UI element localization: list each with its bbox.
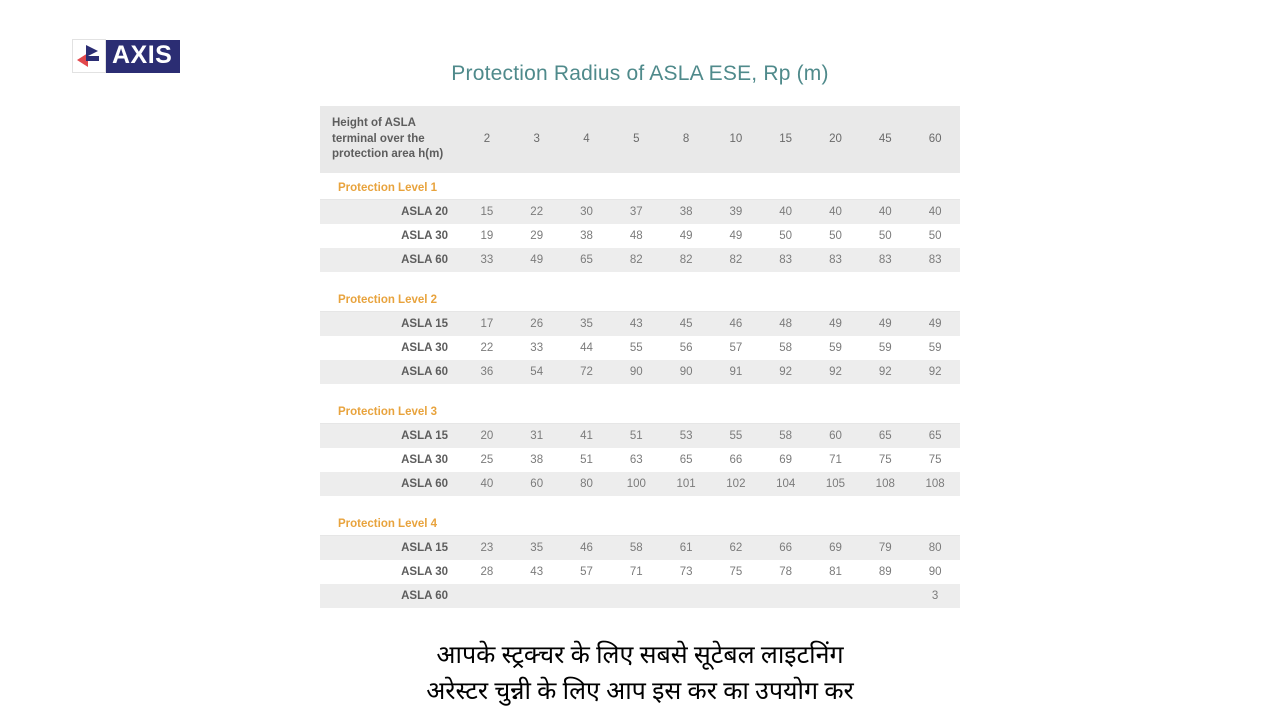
cell: 100 xyxy=(611,472,661,496)
row-label: ASLA 30 xyxy=(320,336,462,360)
cell: 83 xyxy=(860,248,910,272)
row-label: ASLA 60 xyxy=(320,472,462,496)
cell: 35 xyxy=(562,311,612,336)
cell: 92 xyxy=(910,360,960,384)
subtitle-overlay xyxy=(0,638,1280,710)
table-row xyxy=(320,472,960,496)
cell: 80 xyxy=(562,472,612,496)
cell: 50 xyxy=(811,224,861,248)
cell: 22 xyxy=(512,199,562,224)
protection-radius-document xyxy=(320,62,960,608)
cell: 40 xyxy=(811,199,861,224)
cell: 37 xyxy=(611,199,661,224)
cell: 38 xyxy=(512,448,562,472)
cell xyxy=(711,584,761,608)
cell: 61 xyxy=(661,535,711,560)
cell: 17 xyxy=(462,311,512,336)
cell: 35 xyxy=(512,535,562,560)
axis-logo xyxy=(72,38,180,74)
cell xyxy=(860,584,910,608)
cell: 75 xyxy=(860,448,910,472)
cell: 60 xyxy=(811,423,861,448)
cell: 49 xyxy=(811,311,861,336)
cell: 51 xyxy=(611,423,661,448)
column-header: 5 xyxy=(611,106,661,173)
cell: 30 xyxy=(562,199,612,224)
group-header-row xyxy=(320,173,960,200)
cell: 71 xyxy=(611,560,661,584)
cell: 19 xyxy=(462,224,512,248)
cell: 59 xyxy=(811,336,861,360)
cell: 108 xyxy=(860,472,910,496)
cell: 82 xyxy=(661,248,711,272)
cell: 44 xyxy=(562,336,612,360)
cell: 92 xyxy=(860,360,910,384)
group-header-row xyxy=(320,397,960,424)
row-label: ASLA 30 xyxy=(320,448,462,472)
cell: 40 xyxy=(910,199,960,224)
cell: 45 xyxy=(661,311,711,336)
table-body xyxy=(320,173,960,608)
row-label: ASLA 15 xyxy=(320,423,462,448)
subtitle-line-1: आपके स्ट्रक्चर के लिए सबसे सूटेबल लाइटनिंग xyxy=(426,638,853,674)
cell: 90 xyxy=(611,360,661,384)
cell: 75 xyxy=(910,448,960,472)
row-spacer xyxy=(320,496,960,509)
column-header: 10 xyxy=(711,106,761,173)
row-label: ASLA 60 xyxy=(320,248,462,272)
cell: 29 xyxy=(512,224,562,248)
table-row xyxy=(320,336,960,360)
cell: 92 xyxy=(811,360,861,384)
cell: 79 xyxy=(860,535,910,560)
cell: 65 xyxy=(661,448,711,472)
column-header: 60 xyxy=(910,106,960,173)
cell: 83 xyxy=(761,248,811,272)
table-row xyxy=(320,360,960,384)
cell: 71 xyxy=(811,448,861,472)
table-row xyxy=(320,311,960,336)
cell: 22 xyxy=(462,336,512,360)
cell: 104 xyxy=(761,472,811,496)
cell xyxy=(611,584,661,608)
cell: 92 xyxy=(761,360,811,384)
row-label: ASLA 30 xyxy=(320,560,462,584)
table-row xyxy=(320,248,960,272)
cell: 83 xyxy=(910,248,960,272)
cell xyxy=(512,584,562,608)
cell xyxy=(811,584,861,608)
cell: 58 xyxy=(761,336,811,360)
cell: 51 xyxy=(562,448,612,472)
row-label: ASLA 15 xyxy=(320,311,462,336)
cell: 58 xyxy=(611,535,661,560)
cell: 73 xyxy=(661,560,711,584)
table-header-row xyxy=(320,106,960,173)
cell: 38 xyxy=(661,199,711,224)
cell: 38 xyxy=(562,224,612,248)
cell: 102 xyxy=(711,472,761,496)
row-label: ASLA 30 xyxy=(320,224,462,248)
cell: 65 xyxy=(562,248,612,272)
group-label: Protection Level 4 xyxy=(320,509,960,536)
cell: 43 xyxy=(611,311,661,336)
cell: 31 xyxy=(512,423,562,448)
cell: 33 xyxy=(462,248,512,272)
cell: 90 xyxy=(661,360,711,384)
cell xyxy=(661,584,711,608)
subtitle-line-2: अरेस्टर चुन्नी के लिए आप इस कर का उपयोग कर xyxy=(416,674,864,710)
cell: 41 xyxy=(562,423,612,448)
cell: 36 xyxy=(462,360,512,384)
cell: 3 xyxy=(910,584,960,608)
table-row xyxy=(320,423,960,448)
cell: 49 xyxy=(661,224,711,248)
cell: 55 xyxy=(611,336,661,360)
cell: 58 xyxy=(761,423,811,448)
cell: 40 xyxy=(761,199,811,224)
row-label: ASLA 20 xyxy=(320,199,462,224)
cell: 40 xyxy=(462,472,512,496)
cell: 55 xyxy=(711,423,761,448)
cell: 50 xyxy=(761,224,811,248)
group-label: Protection Level 2 xyxy=(320,285,960,312)
row-spacer xyxy=(320,272,960,285)
table-row xyxy=(320,535,960,560)
table-row xyxy=(320,224,960,248)
cell: 57 xyxy=(711,336,761,360)
group-label: Protection Level 3 xyxy=(320,397,960,424)
cell xyxy=(562,584,612,608)
table-header xyxy=(320,106,960,173)
cell: 28 xyxy=(462,560,512,584)
cell: 83 xyxy=(811,248,861,272)
cell: 78 xyxy=(761,560,811,584)
cell xyxy=(462,584,512,608)
axis-wordmark: AXIS xyxy=(106,40,180,73)
cell: 50 xyxy=(860,224,910,248)
cell: 80 xyxy=(910,535,960,560)
page-title: Protection Radius of ASLA ESE, Rp (m) xyxy=(451,62,829,85)
cell: 90 xyxy=(910,560,960,584)
cell: 60 xyxy=(512,472,562,496)
column-header: 3 xyxy=(512,106,562,173)
column-header: 8 xyxy=(661,106,711,173)
cell: 63 xyxy=(611,448,661,472)
row-label: ASLA 60 xyxy=(320,360,462,384)
cell: 40 xyxy=(860,199,910,224)
cell: 33 xyxy=(512,336,562,360)
cell: 48 xyxy=(761,311,811,336)
row-label: ASLA 60 xyxy=(320,584,462,608)
cell: 62 xyxy=(711,535,761,560)
cell: 39 xyxy=(711,199,761,224)
cell: 89 xyxy=(860,560,910,584)
cell: 69 xyxy=(811,535,861,560)
cell: 105 xyxy=(811,472,861,496)
cell: 50 xyxy=(910,224,960,248)
column-header: 2 xyxy=(462,106,512,173)
column-header: 20 xyxy=(811,106,861,173)
cell: 49 xyxy=(512,248,562,272)
cell: 66 xyxy=(761,535,811,560)
row-label: ASLA 15 xyxy=(320,535,462,560)
row-spacer xyxy=(320,384,960,397)
cell: 66 xyxy=(711,448,761,472)
group-header-row xyxy=(320,285,960,312)
column-header: 45 xyxy=(860,106,910,173)
cell: 43 xyxy=(512,560,562,584)
cell: 46 xyxy=(562,535,612,560)
cell: 69 xyxy=(761,448,811,472)
cell: 23 xyxy=(462,535,512,560)
cell: 101 xyxy=(661,472,711,496)
cell: 91 xyxy=(711,360,761,384)
cell: 15 xyxy=(462,199,512,224)
cell: 49 xyxy=(860,311,910,336)
cell: 82 xyxy=(711,248,761,272)
cell: 108 xyxy=(910,472,960,496)
table-row xyxy=(320,448,960,472)
column-header: 4 xyxy=(562,106,612,173)
cell: 65 xyxy=(910,423,960,448)
cell: 56 xyxy=(661,336,711,360)
cell: 57 xyxy=(562,560,612,584)
group-header-row xyxy=(320,509,960,536)
cell: 65 xyxy=(860,423,910,448)
cell: 48 xyxy=(611,224,661,248)
cell: 81 xyxy=(811,560,861,584)
table-row xyxy=(320,199,960,224)
cell: 20 xyxy=(462,423,512,448)
protection-radius-table xyxy=(320,106,960,608)
cell: 46 xyxy=(711,311,761,336)
cell: 72 xyxy=(562,360,612,384)
group-label: Protection Level 1 xyxy=(320,173,960,200)
axis-arrow-mark xyxy=(72,39,106,73)
cell: 26 xyxy=(512,311,562,336)
cell: 49 xyxy=(910,311,960,336)
cell xyxy=(761,584,811,608)
cell: 54 xyxy=(512,360,562,384)
cell: 82 xyxy=(611,248,661,272)
cell: 25 xyxy=(462,448,512,472)
column-header: 15 xyxy=(761,106,811,173)
cell: 49 xyxy=(711,224,761,248)
header-height-label: Height of ASLA terminal over the protection area h(m) xyxy=(320,106,462,173)
cell: 75 xyxy=(711,560,761,584)
arrow-blue-bar xyxy=(86,56,99,61)
cell: 59 xyxy=(910,336,960,360)
cell: 53 xyxy=(661,423,711,448)
table-row xyxy=(320,584,960,608)
cell: 59 xyxy=(860,336,910,360)
table-row xyxy=(320,560,960,584)
